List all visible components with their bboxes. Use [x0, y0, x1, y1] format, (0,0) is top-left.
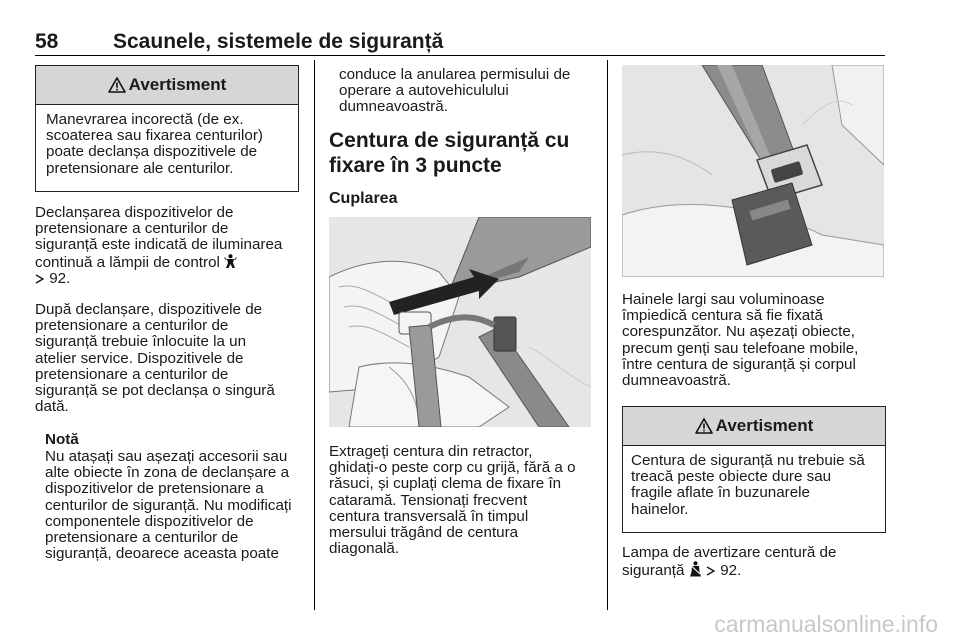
pretensioner-paragraph	[35, 205, 282, 287]
note-title: Notă	[45, 431, 79, 448]
page-reference-icon	[706, 565, 716, 577]
note-text: Nu atașați sau așezați accesorii sau alte obiecte în zona de declanșare a dispozitivelor de pretensionare a centurilor de siguranță. Nu modificați componentele dispozitivelor de pretensionare a centurilor de siguranță, deoarece aceasta poate	[45, 448, 292, 563]
watermark: carmanualsonline.info	[714, 611, 938, 637]
seatbelt-lamp-paragraph	[622, 545, 836, 579]
warning-box	[622, 406, 886, 533]
column-divider	[314, 60, 315, 610]
note-continued-text: conduce la anularea permisului de operare a autovehiculului dumneavoastră.	[339, 66, 571, 116]
warning-box	[35, 65, 299, 192]
header-rule	[35, 55, 885, 56]
page-reference: 92.	[49, 269, 71, 287]
buckling-instructions: Extrageți centura din retractor, ghidați-o peste corp cu grijă, fără a o răsuci, și cuplați clema de fixare în cataramă. Tensionați frecvent centura transversală în timpul mersului trăgând de centura diagonală.	[329, 443, 576, 558]
seatbelt-person-icon	[689, 561, 702, 577]
section-heading: Centura de siguranță cu fixare în 3 puncte	[329, 129, 570, 177]
page-number: 58	[35, 30, 59, 53]
seatbelt-buckling-illustration	[329, 217, 591, 427]
after-deployment-paragraph: După declanșare, dispozitivele de pretensionare a centurilor de siguranță trebuie înlocuite la un atelier service. Dispozitivele de pretensionare a centurilor de siguranță se pot declanșa o singură dată.	[35, 301, 275, 416]
seatbelt-buckle-illustration	[622, 65, 884, 277]
column-divider	[607, 60, 608, 610]
chapter-title: Scaunele, sistemele de siguranță	[113, 30, 444, 53]
warning-title: Avertisment	[715, 416, 814, 435]
paragraph-text: Lampa de avertizare centură de siguranță	[622, 544, 837, 580]
warning-header	[36, 66, 298, 105]
warning-title: Avertisment	[128, 75, 227, 94]
warning-text: Centura de siguranță nu trebuie să treacă peste obiecte dure sau fragile aflate în buzunarele hainelor.	[631, 452, 865, 518]
clothing-paragraph: Hainele largi sau voluminoase împiedică centura să fie fixată corespunzător. Nu așezați obiecte, precum genți sau telefoane mobile, între centura de siguranță și corpul dumneavoastră.	[622, 291, 859, 390]
buckling-drawing	[329, 217, 591, 427]
paragraph-text: Declanșarea dispozitivelor de pretensionare a centurilor de siguranță este indicată de iluminarea continuă a lămpii de control	[35, 204, 283, 271]
buckle-drawing	[622, 65, 884, 277]
page-reference: 92.	[720, 562, 742, 580]
page-header	[35, 30, 885, 54]
warning-text: Manevrarea incorectă (de ex. scoaterea sau fixarea centurilor) poate declanșa dispozitivele de pretensionare ale centurilor.	[46, 111, 263, 177]
airbag-pretensioner-icon	[224, 254, 237, 269]
warning-triangle-icon	[695, 418, 713, 434]
warning-triangle-icon	[108, 77, 126, 93]
warning-header	[623, 407, 885, 446]
subsection-heading: Cuplarea	[329, 190, 398, 207]
page-reference-icon	[35, 273, 45, 285]
